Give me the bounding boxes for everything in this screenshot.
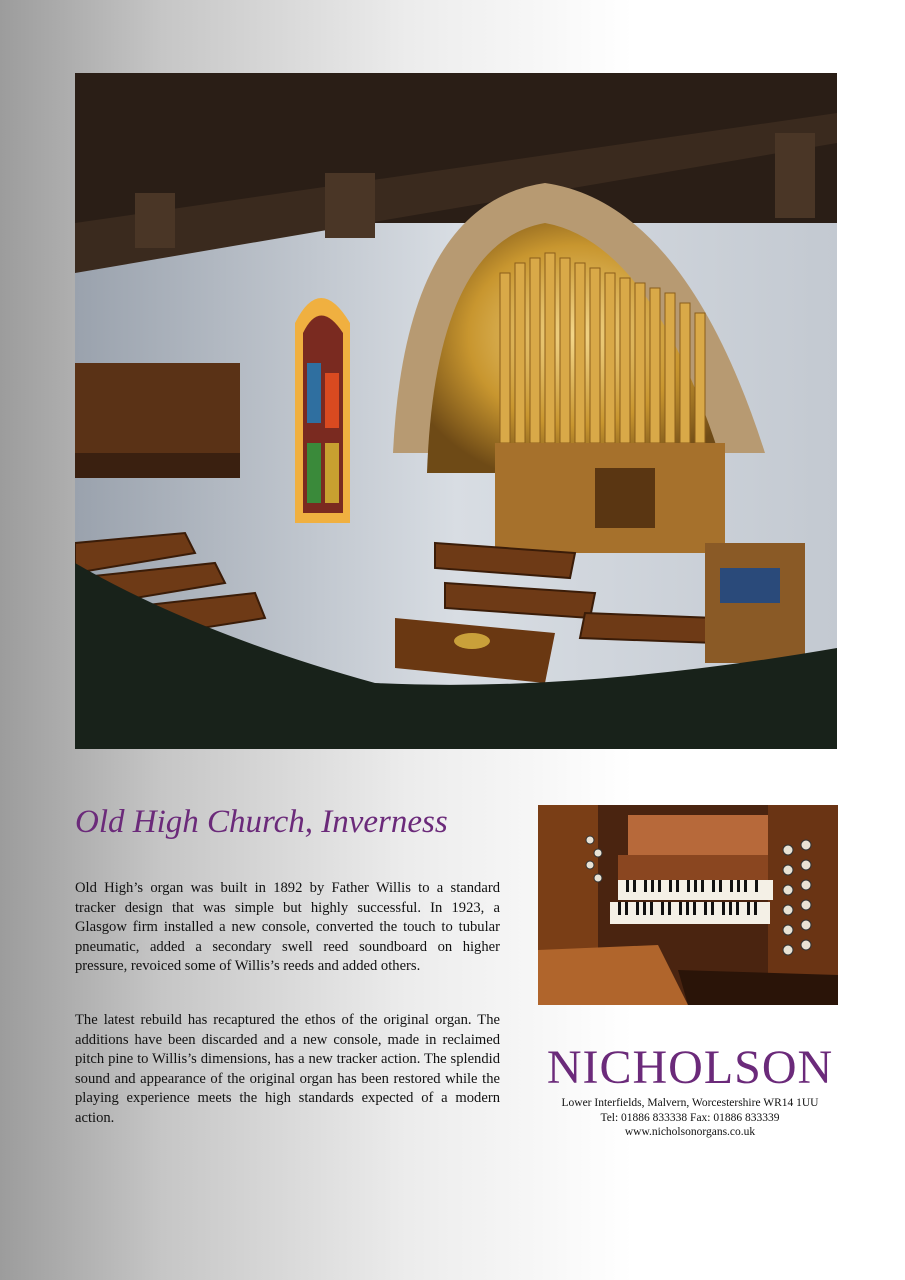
organ-console-photo (538, 805, 838, 1005)
company-block (540, 1040, 840, 1140)
article-paragraph-1: Old High’s organ was built in 1892 by Father Willis to a standard tracker design that was simple but highly successful. In 1923, a Glasgow firm installed a new console, converted the touch to tubular pneumatic, added a secondary swell reed soundboard on higher pressure, revoiced some of Willis’s reeds and added others. (75, 880, 500, 975)
company-phone: Tel: 01886 833338 Fax: 01886 833339 (600, 1111, 780, 1124)
article-paragraph-2: The latest rebuild has recaptured the ethos of the original organ. The additions have been discarded and a new console, made in reclaimed pitch pine to Willis’s dimensions, has a new tracker action. The splendid sound and appearance of the original organ has been restored while the playing experience meets the high standards expected of a modern action. (75, 1012, 500, 1126)
article-title: Old High Church, Inverness (75, 804, 448, 840)
company-website[interactable]: www.nicholsonorgans.co.uk (624, 1126, 756, 1138)
company-address: Lower Interfields, Malvern, Worcestershire WR14 1UU (561, 1097, 819, 1109)
church-interior-photo (75, 73, 837, 749)
company-logo: NICHOLSON (546, 1041, 834, 1094)
